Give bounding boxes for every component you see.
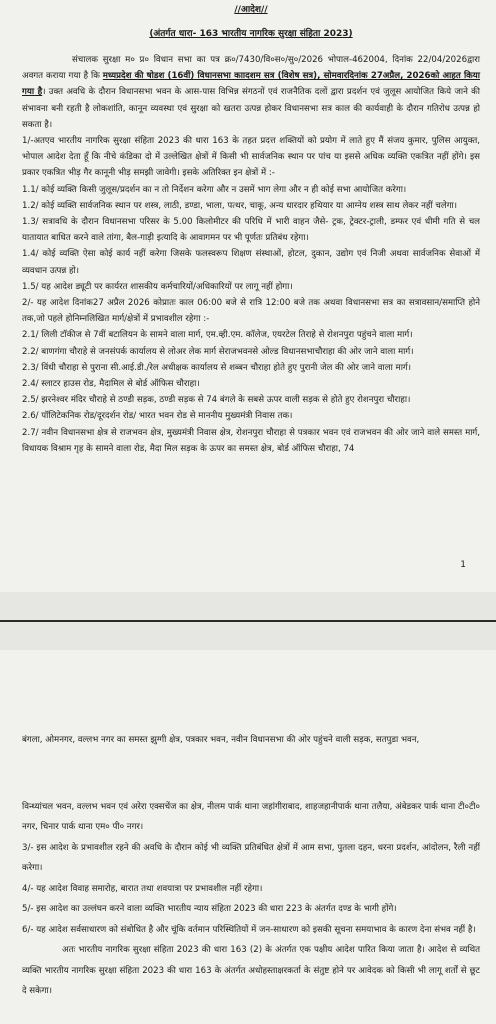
clause-2-2: 2.2/ बाणगंगा चौराहे से जनसंपर्क कार्यालय से लोअर लेक मार्ग सेराजभवनसे ओल्ड विधानसभाचौराहा की ओर जाने वाला मार्ग। bbox=[22, 346, 414, 357]
closing-paragraph: अतः भारतीय नागरिक सुरक्षा संहिता 2023 की धारा 163 (2) के अंतर्गत एक पक्षीय आदेश पारित किया जाता है। आदेश से व्यथित व्यक्ति भारतीय नागरिक सुरक्षा संहिता 2023 की धारा 163 के अंतर्गत अधोहस्ताक्षरकर्ता के संतुष्ट होने पर आवेदक को किसी भी लागू शर्तों से छूट दे सकेगा। bbox=[22, 945, 480, 996]
intro-text-a: संचालक सुरक्षा म० प्र० विधान सभा का पत्र क्र०/7430/वि०स०/सु०/2026 भोपाल-462004, दिनांक 22/04/2026द्वारा अवगत कराया गया है कि bbox=[22, 55, 480, 82]
document-page-2 bbox=[0, 650, 496, 1024]
clause-1-4: 1.4/ कोई व्यक्ति ऐसा कोई कार्य नहीं करेगा जिसके फलस्वरूप शिक्षण संस्थाओं, होटल, दुकान, उद्योग एवं निजी अथवा सार्वजनिक सेवाओं में व्यवधान उत्पन्न हो। bbox=[22, 249, 480, 276]
clause-2-1: 2.1/ लिली टॉकीज से 7वीं बटालियन के सामने वाला मार्ग, एम.व्ही.एम. कॉलेज, एयरटेल तिराहे से रोशनपुरा पहुंचने वाला मार्ग। bbox=[22, 330, 413, 341]
clause-2-3: 2.3/ विंधी चौराहा से पुराना सी.आई.डी./रेल अधीक्षक कार्यालय से शब्बन चौराहा होते हुए पुरानी जेल की ओर जाने वाला मार्ग। bbox=[22, 362, 412, 373]
clause-2-7-continued-b: विन्ध्यांचल भवन, वल्लभ भवन एवं अरेरा एक्सचेंज का क्षेत्र, नीलम पार्क थाना जहांगीराबाद, शाहजहानीपार्क थाना तलैया, अंबेडकर पार्क थाना टी०टी० नगर, चिनार पार्क थाना एम० पी० नगर। bbox=[22, 801, 480, 832]
paragraph-3: 3/- इस आदेश के प्रभावशील रहने की अवधि के दौरान कोई भी व्यक्ति प्रतिबंधित क्षेत्रों में आम सभा, पुतला दहन, धरना प्रदर्शन, आंदोलन, रैली नहीं करेगा। bbox=[22, 842, 480, 873]
clause-2-4: 2.4/ स्लाटर हाउस रोड, मैदामिल से बोर्ड ऑफिस चौराहा। bbox=[22, 379, 200, 390]
order-title: //आदेश// bbox=[234, 5, 268, 15]
page-number: 1 bbox=[460, 560, 466, 570]
intro-paragraph bbox=[22, 52, 480, 133]
clause-2-5: 2.5/ झरनेश्वर मंदिर चौराहे से ठण्डी सड़क, ठण्डी सड़क से 74 बंगले के सबसे ऊपर वाली सड़क से होते हुए रोशनपुरा चौराहा। bbox=[22, 395, 411, 406]
order-subtitle: (अंतर्गत धारा- 163 भारतीय नागरिक सुरक्षा संहिता 2023) bbox=[149, 29, 353, 39]
clause-2-7-continued-a: बंगला, ओमनगर, वल्लभ नगर का समस्त झुग्गी क्षेत्र, पत्रकार भवन, नवीन विधानसभा की ओर पहुंचने वाली सड़क, सतपुडा भवन, bbox=[22, 735, 420, 745]
clause-2-7: 2.7/ नवीन विधानसभा क्षेत्र से राजभवन क्षेत्र, मुख्यमंत्री निवास क्षेत्र, रोशनपुरा चौराहा से पत्रकार भवन एवं राजभवन की ओर जाने वाले समस्त मार्ग, विधायक विश्राम गृह के सामने वाला रोड, मैदा मिल सड़क के ऊपर का समस्त क्षेत्र, बोर्ड ऑफिस चौराहा, 74 bbox=[22, 427, 480, 454]
paragraph-5: 5/- इस आदेश का उल्लंघन करने वाला व्यक्ति भारतीय न्याय संहिता 2023 की धारा 223 के अंतर्गत दण्ड के भागी होंगे। bbox=[22, 904, 397, 914]
page-divider-line bbox=[0, 620, 496, 622]
clause-1-1: 1.1/ कोई व्यक्ति किसी जुलूस/प्रदर्शन का न तो निर्देशन करेगा और न उसमें भाग लेगा और न ही कोई सभा आयोजित करेगा। bbox=[22, 184, 407, 195]
paragraph-4: 4/- यह आदेश विवाह समारोह, बारात तथा शवयात्रा पर प्रभावशील नहीं रहेगा। bbox=[22, 883, 263, 894]
clause-1-2: 1.2/ कोई व्यक्ति सार्वजनिक स्थान पर शस्त्र, लाठी, डण्डा, भाला, पत्थर, चाकू, अन्य धारदार हथियार या आग्नेय शस्त्र साथ लेकर नहीं चलेगा। bbox=[22, 200, 458, 211]
clause-1-3: 1.3/ सत्रावधि के दौरान विधानसभा परिसर के 5.00 किलोमीटर की परिधि में भारी वाहन जैसे- ट्रक, ट्रेक्टर-ट्राली, डम्फर एवं धीमी गति से चल यातायात बाधित करने वाले तांगा, बैल-गाड़ी इत्यादि के आवागमन पर भी पूर्णतः प्रतिबंध रहेगा। bbox=[22, 217, 480, 244]
page-separator bbox=[0, 592, 496, 650]
intro-text-b: । उक्त अवधि के दौरान विधानसभा भवन के आस-पास विभिन्न संगठनों एवं राजनैतिक दलों द्वारा प्रदर्शन एवं जुलूस आयोजित किये जाने की संभावना बनी रहती है लोकशांति, कानून व्यवस्था एवं सुरक्षा को खतरा उत्पन्न होकर विधानसभा सत्र काल की कार्यवाही के दौरान गतिरोध उत्पन्न हो सकता है। bbox=[22, 87, 480, 130]
paragraph-6: 6/- यह आदेश सर्वसाधारण को संबोधित है और चूंकि वर्तमान परिस्थितियों में जन-साधारण को इसकी सूचना समयाभाव के कारण देना संभव नहीं है। bbox=[22, 924, 476, 935]
clause-1-5: 1.5/ यह आदेश ड्यूटी पर कार्यरत शासकीय कर्मचारियों/अधिकारियों पर लागू नहीं होगा। bbox=[22, 281, 293, 292]
paragraph-2: 2/- यह आदेश दिनांक27 अप्रैल 2026 कोप्रातः काल 06:00 बजे से रात्रि 12:00 बजे तक अथवा विधानसभा सत्र का सत्रावसान/समाप्ति होने तक,जो पहले होनिम्नलिखित मार्ग/क्षेत्रों में प्रभावशील रहेगा :- bbox=[22, 298, 480, 325]
intro-bold-text: मध्यप्रदेश की षोडश (16वीं) विधानसभा काादशम सत्र (विशेष सत्र), सोमवारदिनांक 27अप्रैल, 2026को आहत किया गया है bbox=[22, 71, 480, 98]
paragraph-1: 1/-अतएव भारतीय नागरिक सुरक्षा संहिता 2023 की धारा 163 के तहत प्रदत्त शक्तियों को प्रयोग में लाते हुए मैं संजय कुमार, पुलिस आयुक्त, भोपाल आदेश देता हूँ कि नीचे कंडिका दो में उल्लेखित क्षेत्रों में किसी भी सार्वजनिक स्थान पर पांच या इससे अधिक व्यक्ति एकत्रित नहीं होंगे। इस प्रकार एकत्रित भीड़ गैर कानूनी भीड़ समझी जावेगी। इसके अतिरिक्त इन क्षेत्रों में :- bbox=[22, 136, 480, 179]
clause-2-6: 2.6/ पॉलिटेकनिक रोड/दूरदर्शन रोड/ भारत भवन रोड से माननीय मुख्यमंत्री निवास तक। bbox=[22, 411, 293, 422]
